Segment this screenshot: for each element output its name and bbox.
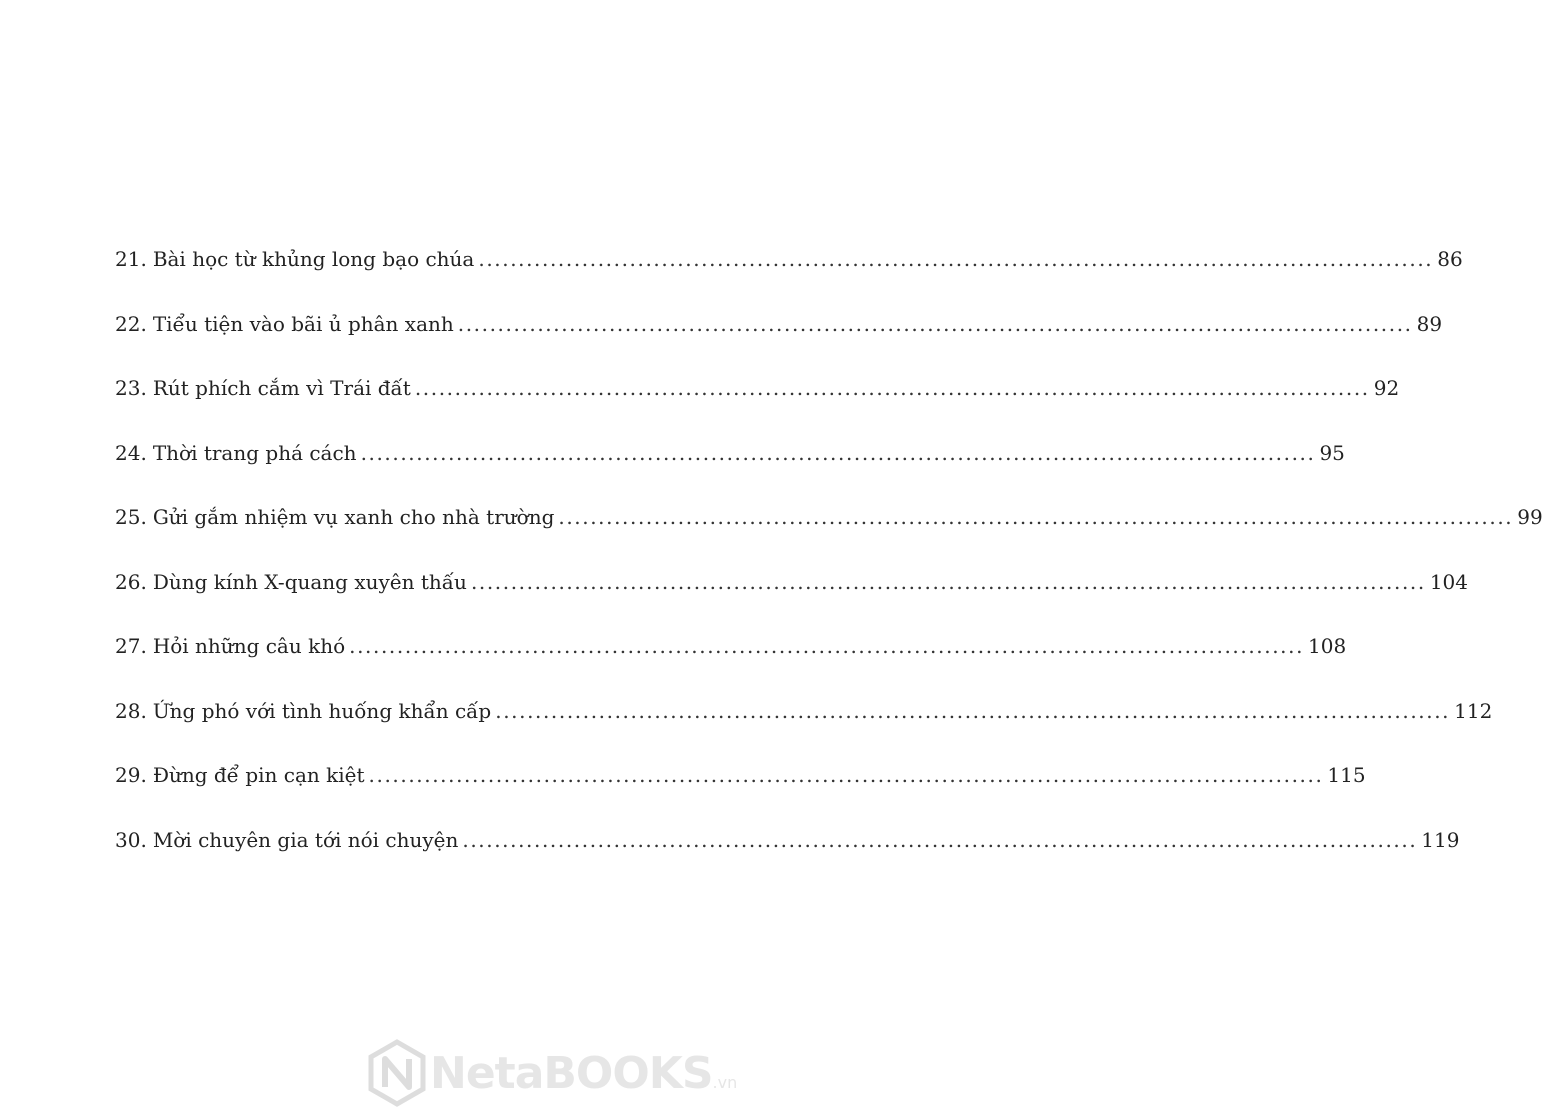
- toc-entry-title: Thời trang phá cách: [152, 440, 357, 465]
- toc-entry: [115, 311, 1443, 379]
- toc-entry-number: 25.: [115, 505, 147, 529]
- dot-leader: ........................................................................................................................: [462, 827, 1418, 852]
- dot-leader: ........................................................................................................................: [495, 698, 1451, 723]
- toc-entry-page: 104: [1429, 569, 1469, 594]
- table-of-contents: [115, 247, 1543, 894]
- toc-entry: [115, 827, 1460, 895]
- toc-entry-number: 22.: [115, 311, 147, 336]
- toc-entry-title: Bài học từ khủng long bạo chúa: [152, 247, 475, 271]
- toc-entry: [115, 698, 1493, 766]
- dot-leader: ........................................................................................................................: [360, 440, 1316, 465]
- toc-entry-page: 89: [1416, 311, 1443, 336]
- toc-entry-title: Rút phích cắm vì Trái đất: [152, 376, 411, 400]
- watermark-domain-suffix: .vn: [712, 1073, 738, 1092]
- toc-entry-page: 108: [1308, 634, 1347, 658]
- watermark-brand: NetaBOOKS: [430, 1048, 713, 1099]
- toc-entry-number: 23.: [115, 376, 147, 400]
- toc-entry-title: Dùng kính X-quang xuyên thấu: [152, 569, 467, 594]
- toc-entry-title: Mời chuyên gia tới nói chuyện: [152, 827, 459, 852]
- toc-entry: [115, 569, 1469, 637]
- toc-entry-page: 86: [1437, 247, 1463, 271]
- toc-entry-number: 24.: [115, 440, 147, 465]
- toc-entry-page: 92: [1373, 376, 1400, 400]
- dot-leader: ........................................................................................................................: [414, 376, 1370, 400]
- toc-entry: [115, 763, 1366, 830]
- toc-entry: [115, 376, 1400, 443]
- toc-entry: [115, 247, 1463, 314]
- toc-entry-number: 26.: [115, 569, 147, 594]
- dot-leader: ........................................................................................................................: [478, 247, 1434, 271]
- toc-entry: [115, 440, 1345, 508]
- toc-entry-title: Hỏi những câu khó: [152, 634, 346, 658]
- dot-leader: ........................................................................................................................: [558, 505, 1514, 529]
- watermark-text: [430, 1048, 737, 1099]
- toc-entry-number: 30.: [115, 827, 147, 852]
- toc-entry-number: 27.: [115, 634, 147, 658]
- toc-entry-page: 99: [1517, 505, 1543, 529]
- toc-entry-number: 29.: [115, 763, 147, 787]
- toc-entry-page: 95: [1319, 440, 1345, 465]
- toc-entry-number: 21.: [115, 247, 147, 271]
- netabooks-logo-icon: [368, 1040, 426, 1106]
- dot-leader: ........................................................................................................................: [470, 569, 1426, 594]
- toc-entry-title: Đừng để pin cạn kiệt: [152, 763, 365, 787]
- toc-entry: [115, 634, 1347, 701]
- toc-entry-title: Ứng phó với tình huống khẩn cấp: [152, 698, 492, 723]
- toc-entry: [115, 505, 1543, 572]
- toc-entry-page: 119: [1421, 827, 1460, 852]
- publisher-watermark: [368, 1040, 738, 1110]
- dot-leader: ........................................................................................................................: [349, 634, 1305, 658]
- dot-leader: ........................................................................................................................: [457, 311, 1413, 336]
- toc-entry-title: Gửi gắm nhiệm vụ xanh cho nhà trường: [152, 505, 555, 529]
- dot-leader: ........................................................................................................................: [368, 763, 1324, 787]
- toc-entry-number: 28.: [115, 698, 147, 723]
- toc-entry-page: 112: [1454, 698, 1493, 723]
- toc-entry-title: Tiểu tiện vào bãi ủ phân xanh: [152, 311, 454, 336]
- toc-entry-page: 115: [1327, 763, 1366, 787]
